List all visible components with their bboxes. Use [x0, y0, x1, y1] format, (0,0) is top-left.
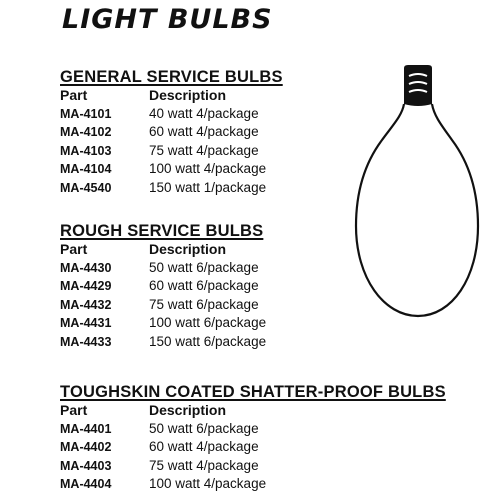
part-number: MA-4540 — [60, 180, 112, 195]
part-number: MA-4430 — [60, 260, 112, 275]
column-header-row — [60, 401, 446, 420]
part-number: MA-4432 — [60, 297, 112, 312]
column-header-part: Part — [60, 241, 88, 257]
description: 100 watt 4/package — [149, 476, 267, 491]
section-heading: GENERAL SERVICE BULBS — [60, 68, 283, 86]
column-header-row — [60, 86, 283, 105]
table-row — [60, 123, 283, 142]
description: 75 watt 4/package — [149, 142, 259, 158]
table-row — [60, 259, 266, 278]
table-row — [60, 457, 446, 476]
part-number: MA-4401 — [60, 421, 112, 436]
part-number: MA-4404 — [60, 477, 112, 491]
description: 100 watt 4/package — [149, 161, 267, 176]
part-number: MA-4103 — [60, 143, 112, 158]
description: 100 watt 6/package — [149, 315, 267, 330]
table-row — [60, 179, 283, 198]
section-heading: TOUGHSKIN COATED SHATTER-PROOF BULBS — [60, 383, 446, 401]
section-general-service — [60, 68, 283, 197]
page-title: LIGHT BULBS — [62, 4, 273, 35]
column-header-part: Part — [60, 87, 88, 103]
part-number: MA-4102 — [60, 125, 112, 139]
table-row — [60, 314, 266, 333]
description: 60 watt 6/package — [149, 278, 259, 293]
part-number: MA-4431 — [60, 316, 112, 330]
table-row — [60, 296, 266, 315]
description: 150 watt 6/package — [149, 333, 267, 349]
description: 75 watt 4/package — [149, 457, 259, 473]
part-number: MA-4429 — [60, 279, 112, 293]
column-header-description: Description — [149, 402, 227, 418]
description: 40 watt 4/package — [149, 105, 259, 121]
table-row — [60, 475, 446, 494]
column-header-description: Description — [149, 241, 227, 257]
part-number: MA-4433 — [60, 334, 112, 349]
column-header-description: Description — [149, 87, 227, 103]
table-row — [60, 438, 446, 457]
part-number: MA-4104 — [60, 162, 112, 176]
description: 75 watt 6/package — [149, 296, 259, 312]
table-row — [60, 142, 283, 161]
description: 50 watt 6/package — [149, 259, 259, 275]
description: 50 watt 6/package — [149, 420, 259, 436]
section-heading: ROUGH SERVICE BULBS — [60, 222, 264, 240]
part-number: MA-4403 — [60, 458, 112, 473]
description: 60 watt 4/package — [149, 124, 259, 139]
column-header-part: Part — [60, 402, 88, 418]
light-bulb-icon — [352, 64, 482, 320]
table-row — [60, 160, 283, 179]
description: 150 watt 1/package — [149, 179, 267, 195]
table-row — [60, 333, 266, 352]
table-row — [60, 105, 283, 124]
part-number: MA-4101 — [60, 106, 112, 121]
section-toughskin-coated — [60, 383, 446, 494]
section-rough-service — [60, 222, 266, 351]
table-row — [60, 420, 446, 439]
description: 60 watt 4/package — [149, 439, 259, 454]
table-row — [60, 277, 266, 296]
column-header-row — [60, 240, 266, 259]
part-number: MA-4402 — [60, 440, 112, 454]
